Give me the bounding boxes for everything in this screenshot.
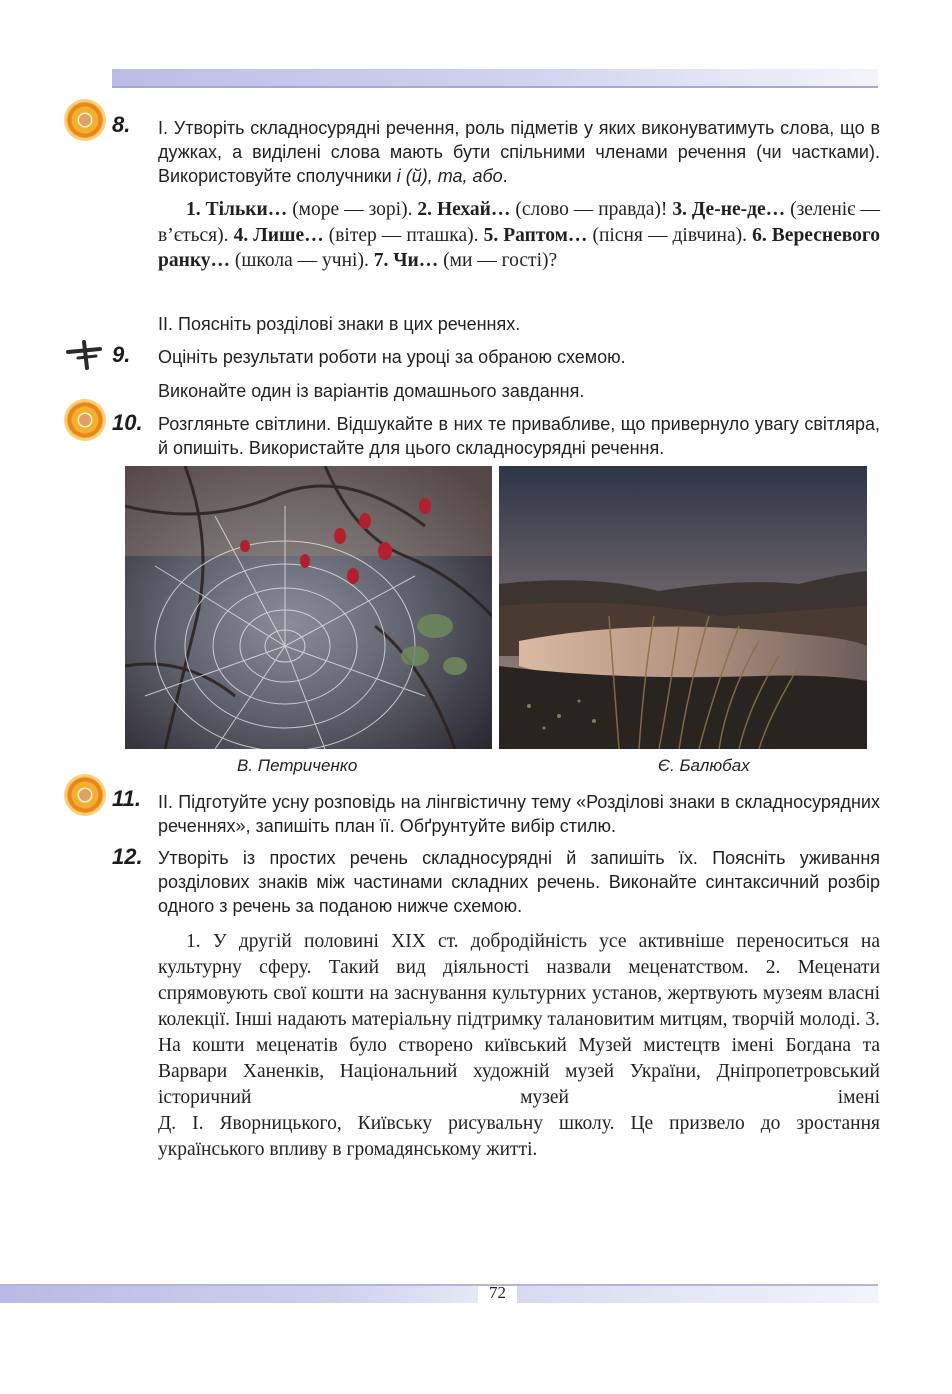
exercise-text-end: Д. І. Яворницького, Київську рисувальну школу. Це призвело до зростання українського впливу в громадянському житті. [158, 1113, 880, 1160]
task-8-exercise [158, 197, 880, 274]
task-8-part-2: ІІ. Поясніть розділові знаки в цих реченнях. [158, 314, 521, 334]
footer-bar-left [0, 1286, 478, 1303]
sentence-subjects: (вітер — пташка). [323, 224, 484, 246]
homework-note: Виконайте один із варіантів домашнього завдання. [158, 381, 585, 401]
sun-icon [66, 401, 104, 439]
sentence-number: 1. [186, 199, 206, 220]
task-8-text: І. Утворіть складносурядні речення, роль підметів у яких виконуватимуть слова, що в дужках, а виділені слова мають бути спільними членами речення (чи частками). Використовуйте сполучники і (й), та, або. [158, 118, 880, 186]
task-12-text: Утворіть із простих речень складносурядні й запишіть їх. Поясніть уживання розділових знаків між частинами складних речень. Виконайте синтаксичний розбір одного з речень за поданою нижче схемою. [158, 848, 880, 916]
sentence-lead-word: Чи… [393, 250, 439, 271]
sentence-number: 2. [417, 199, 437, 220]
self-assessment-icon [66, 340, 104, 370]
sentence-subjects: (пісня — дівчина). [587, 224, 753, 246]
sentence-number: 7. [373, 250, 394, 271]
exercise-sentences [158, 197, 880, 274]
sun-icon [66, 776, 104, 814]
sentence-lead-word: Лише… [253, 224, 324, 246]
sentence-number: 4. [233, 224, 254, 246]
task-number: 8. [112, 112, 131, 137]
task-number: 12. [112, 844, 143, 869]
sentence-subjects: (школа — учні). [230, 250, 374, 271]
task-number: 10. [112, 410, 143, 435]
sentence-number: 5. [483, 224, 504, 246]
photo-caption: Є. Балюбах [658, 756, 750, 775]
sentence-subjects: (слово — правда)! [510, 199, 673, 220]
photo-caption: В. Петриченко [237, 756, 358, 775]
lake-photo [499, 466, 867, 749]
exercise-text: 1. У другій половині XIX ст. добродійність усе активніше переноситься на культурну сферу. Такий вид діяльності назвали меценатством. 2. Меценати спрямовують свої кошти на заснування культурних установ, жертвують музеям власні колекції. Інші надають матеріальну підтримку талановитим митцям, творчій молоді. 3. На кошти меценатів було створено київський Музей мистецтв імені Богдана та Варвари Ханенків, Національний художній музей України, Дніпропетровський історичний музей імені [158, 931, 880, 1108]
task-9-text: Оцініть результати роботи на уроці за обраною схемою. [158, 347, 626, 367]
sentence-lead-word: Де-не-де… [691, 199, 786, 220]
spider-web-photo [125, 466, 492, 749]
page-number: 72 [489, 1283, 506, 1302]
task-11-text: ІІ. Підготуйте усну розповідь на лінгвістичну тему «Розділові знаки в складносурядних реченнях», запишіть план її. Обґрунтуйте вибір стилю. [158, 792, 880, 836]
task-10-text: Розгляньте світлини. Відшукайте в них те привабливе, що привернуло увагу світляра, й опишіть. Використайте для цього складносурядні речення. [158, 414, 880, 458]
sentence-number: 3. [672, 199, 692, 220]
sentence-subjects: (море — зорі). [287, 199, 418, 220]
sentence-lead-word: Раптом… [503, 224, 588, 246]
sentence-lead-word: Тільки… [205, 199, 288, 220]
sentence-subjects: (зеленіє — в’ється). [158, 199, 880, 246]
footer-bar-right [517, 1286, 878, 1303]
header-rule [112, 86, 878, 88]
task-12-exercise [158, 929, 880, 1163]
header-bar [112, 69, 878, 87]
task-number: 11. [112, 786, 141, 811]
sentence-lead-word: Нехай… [437, 199, 511, 220]
task-number: 9. [112, 342, 131, 367]
sentence-number: 6. [752, 224, 772, 246]
sentence-lead-word: Вересневого ранку… [158, 224, 881, 271]
sun-icon [66, 101, 104, 139]
sentence-subjects: (ми — гості)? [438, 250, 558, 271]
